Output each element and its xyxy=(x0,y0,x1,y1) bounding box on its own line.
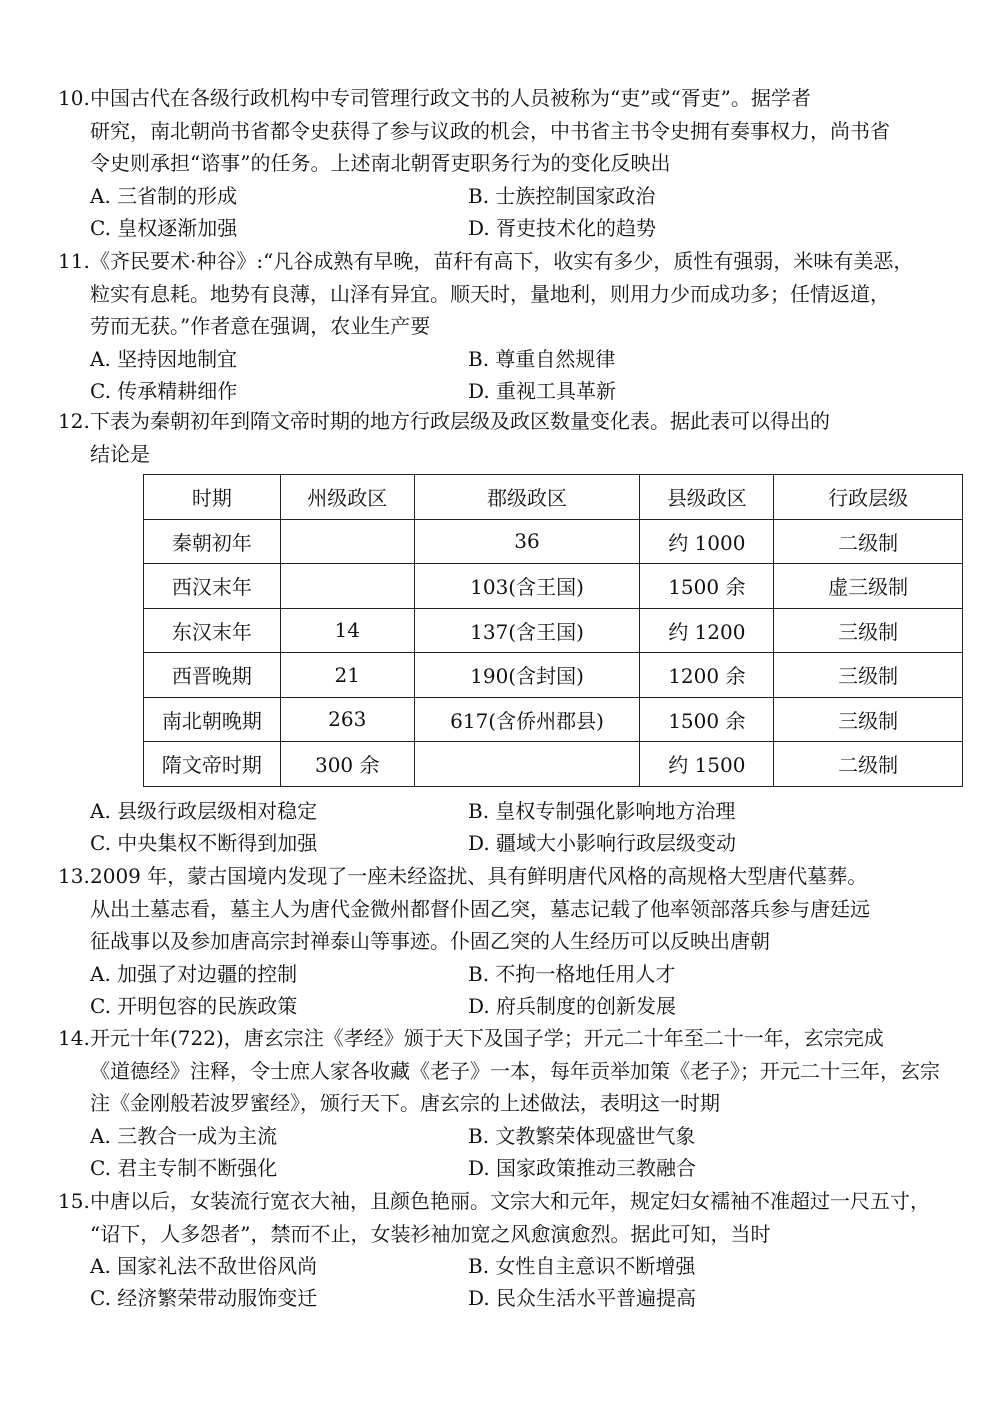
question-12-options xyxy=(58,795,964,859)
question-stem xyxy=(58,1185,964,1218)
question-15 xyxy=(58,1185,964,1314)
table-cell: 14 xyxy=(280,608,414,653)
table-cell: 三级制 xyxy=(774,608,963,653)
header-jun: 郡级政区 xyxy=(414,475,640,520)
question-10 xyxy=(58,82,964,244)
table-cell: 三级制 xyxy=(774,697,963,742)
option-c[interactable]: C. 君主专制不断强化 xyxy=(90,1155,278,1180)
table-row xyxy=(144,608,963,653)
header-zhou: 州级政区 xyxy=(280,475,414,520)
stem-line: 研究，南北朝尚书省都令史获得了参与议政的机会，中书省主书令史拥有奏事权力，尚书省 xyxy=(90,118,890,143)
stem-line: 《齐民要术·种谷》:“凡谷成熟有早晚，苗秆有高下，收实有多少，质性有强弱，米味有美恶， xyxy=(90,249,914,273)
stem-line: 《道德经》注释，令士庶人家各收藏《老子》一本，每年贡举加策《老子》；开元二十三年，玄宗 xyxy=(90,1058,940,1083)
table-cell: 103(含王国) xyxy=(414,564,640,609)
table-row xyxy=(144,564,963,609)
question-stem xyxy=(58,82,964,115)
stem-line: 劳而无获。”作者意在强调，农业生产要 xyxy=(90,314,431,338)
stem-line: 中唐以后，女装流行宽衣大袖，且颜色艳丽。文宗大和元年，规定妇女襦袖不准超过一尺五寸， xyxy=(90,1189,930,1213)
question-14 xyxy=(58,1022,964,1184)
table-row xyxy=(144,519,963,564)
table-cell: 300 余 xyxy=(280,742,414,787)
table-cell xyxy=(280,519,414,564)
option-c[interactable]: C. 经济繁荣带动服饰变迁 xyxy=(90,1286,318,1310)
option-d[interactable]: D. 重视工具革新 xyxy=(468,378,617,403)
table-cell: 190(含封国) xyxy=(414,653,640,698)
table-cell: 137(含王国) xyxy=(414,608,640,653)
question-number: 15. xyxy=(58,1189,90,1213)
stem-line: 从出土墓志看，墓主人为唐代金微州都督仆固乙突，墓志记载了他率领部落兵参与唐廷远 xyxy=(90,896,870,921)
table-cell: 1500 余 xyxy=(640,564,774,609)
table-cell: 二级制 xyxy=(774,519,963,564)
option-b[interactable]: B. 女性自主意识不断增强 xyxy=(468,1254,696,1278)
question-11 xyxy=(58,245,964,407)
admin-division-table xyxy=(143,474,963,787)
stem-line: 下表为秦朝初年到隋文帝时期的地方行政层级及政区数量变化表。据此表可以得出的 xyxy=(90,409,830,433)
question-13 xyxy=(58,860,964,1022)
stem-line: 结论是 xyxy=(90,441,150,466)
table-cell: 约 1000 xyxy=(640,519,774,564)
table-row xyxy=(144,742,963,787)
options xyxy=(58,343,964,407)
options xyxy=(58,180,964,244)
header-period: 时期 xyxy=(144,475,281,520)
table-cell: 21 xyxy=(280,653,414,698)
table-cell: 秦朝初年 xyxy=(144,519,281,564)
option-c[interactable]: C. 皇权逐渐加强 xyxy=(90,215,238,240)
question-number: 10. xyxy=(58,86,90,110)
table-cell: 约 1200 xyxy=(640,608,774,653)
option-b[interactable]: B. 不拘一格地任用人才 xyxy=(468,961,676,986)
table-cell: 虚三级制 xyxy=(774,564,963,609)
question-number: 12. xyxy=(58,409,90,433)
option-c[interactable]: C. 传承精耕细作 xyxy=(90,378,238,403)
question-stem xyxy=(58,1022,964,1055)
question-stem xyxy=(58,245,964,278)
option-d[interactable]: D. 疆域大小影响行政层级变动 xyxy=(468,831,737,855)
table-cell: 1200 余 xyxy=(640,653,774,698)
stem-line: 中国古代在各级行政机构中专司管理行政文书的人员被称为“吏”或“胥吏”。据学者 xyxy=(90,86,811,110)
question-number: 11. xyxy=(58,249,90,273)
stem-line: 注《金刚般若波罗蜜经》，颁行天下。唐玄宗的上述做法，表明这一时期 xyxy=(90,1091,720,1115)
option-d[interactable]: D. 府兵制度的创新发展 xyxy=(468,993,677,1018)
option-a[interactable]: A. 县级行政层级相对稳定 xyxy=(90,799,318,823)
options xyxy=(58,1120,964,1184)
question-number: 13. xyxy=(58,864,90,888)
option-d[interactable]: D. 民众生活水平普遍提高 xyxy=(468,1286,697,1310)
header-levels: 行政层级 xyxy=(774,475,963,520)
options xyxy=(58,795,964,859)
stem-line: 2009 年，蒙古国境内发现了一座未经盗扰、具有鲜明唐代风格的高规格大型唐代墓葬。 xyxy=(90,864,868,888)
table-cell: 三级制 xyxy=(774,653,963,698)
options xyxy=(58,1250,964,1314)
table-row xyxy=(144,697,963,742)
table-cell: 二级制 xyxy=(774,742,963,787)
table-cell: 东汉末年 xyxy=(144,608,281,653)
table-row xyxy=(144,653,963,698)
question-12 xyxy=(58,405,964,470)
option-a[interactable]: A. 加强了对边疆的控制 xyxy=(90,961,298,986)
stem-line: 粒实有息耗。地势有良薄，山泽有异宜。顺天时，量地利，则用力少而成功多；任情返道， xyxy=(90,281,890,306)
table-cell xyxy=(414,742,640,787)
table-cell: 西晋晚期 xyxy=(144,653,281,698)
question-number: 14. xyxy=(58,1026,90,1050)
option-d[interactable]: D. 国家政策推动三教融合 xyxy=(468,1155,697,1180)
option-a[interactable]: A. 三教合一成为主流 xyxy=(90,1123,278,1148)
question-stem xyxy=(58,405,964,438)
table-cell: 263 xyxy=(280,697,414,742)
table-cell: 约 1500 xyxy=(640,742,774,787)
option-b[interactable]: B. 尊重自然规律 xyxy=(468,346,616,371)
stem-line: 开元十年(722)，唐玄宗注《孝经》颁于天下及国子学；开元二十年至二十一年，玄宗完成 xyxy=(90,1026,884,1050)
option-c[interactable]: C. 中央集权不断得到加强 xyxy=(90,831,318,855)
table-cell: 36 xyxy=(414,519,640,564)
table-cell: 西汉末年 xyxy=(144,564,281,609)
stem-line: “诏下，人多怨者”，禁而不止，女装衫袖加宽之风愈演愈烈。据此可知，当时 xyxy=(90,1221,771,1246)
table-cell: 南北朝晚期 xyxy=(144,697,281,742)
option-a[interactable]: A. 国家礼法不敌世俗风尚 xyxy=(90,1254,318,1278)
question-stem xyxy=(58,860,964,893)
option-d[interactable]: D. 胥吏技术化的趋势 xyxy=(468,215,657,240)
table-cell: 隋文帝时期 xyxy=(144,742,281,787)
table-cell: 617(含侨州郡县) xyxy=(414,697,640,742)
option-b[interactable]: B. 士族控制国家政治 xyxy=(468,183,656,208)
header-xian: 县级政区 xyxy=(640,475,774,520)
options xyxy=(58,958,964,1022)
option-c[interactable]: C. 开明包容的民族政策 xyxy=(90,993,298,1018)
stem-line: 征战事以及参加唐高宗封禅泰山等事迹。仆固乙突的人生经历可以反映出唐朝 xyxy=(90,929,770,953)
option-b[interactable]: B. 文教繁荣体现盛世气象 xyxy=(468,1123,696,1148)
stem-line: 令史则承担“谘事”的任务。上述南北朝胥吏职务行为的变化反映出 xyxy=(90,151,671,175)
table-cell: 1500 余 xyxy=(640,697,774,742)
table-header-row xyxy=(144,475,963,520)
option-a[interactable]: A. 坚持因地制宜 xyxy=(90,346,238,371)
table-cell xyxy=(280,564,414,609)
option-a[interactable]: A. 三省制的形成 xyxy=(90,183,238,208)
option-b[interactable]: B. 皇权专制强化影响地方治理 xyxy=(468,799,736,823)
